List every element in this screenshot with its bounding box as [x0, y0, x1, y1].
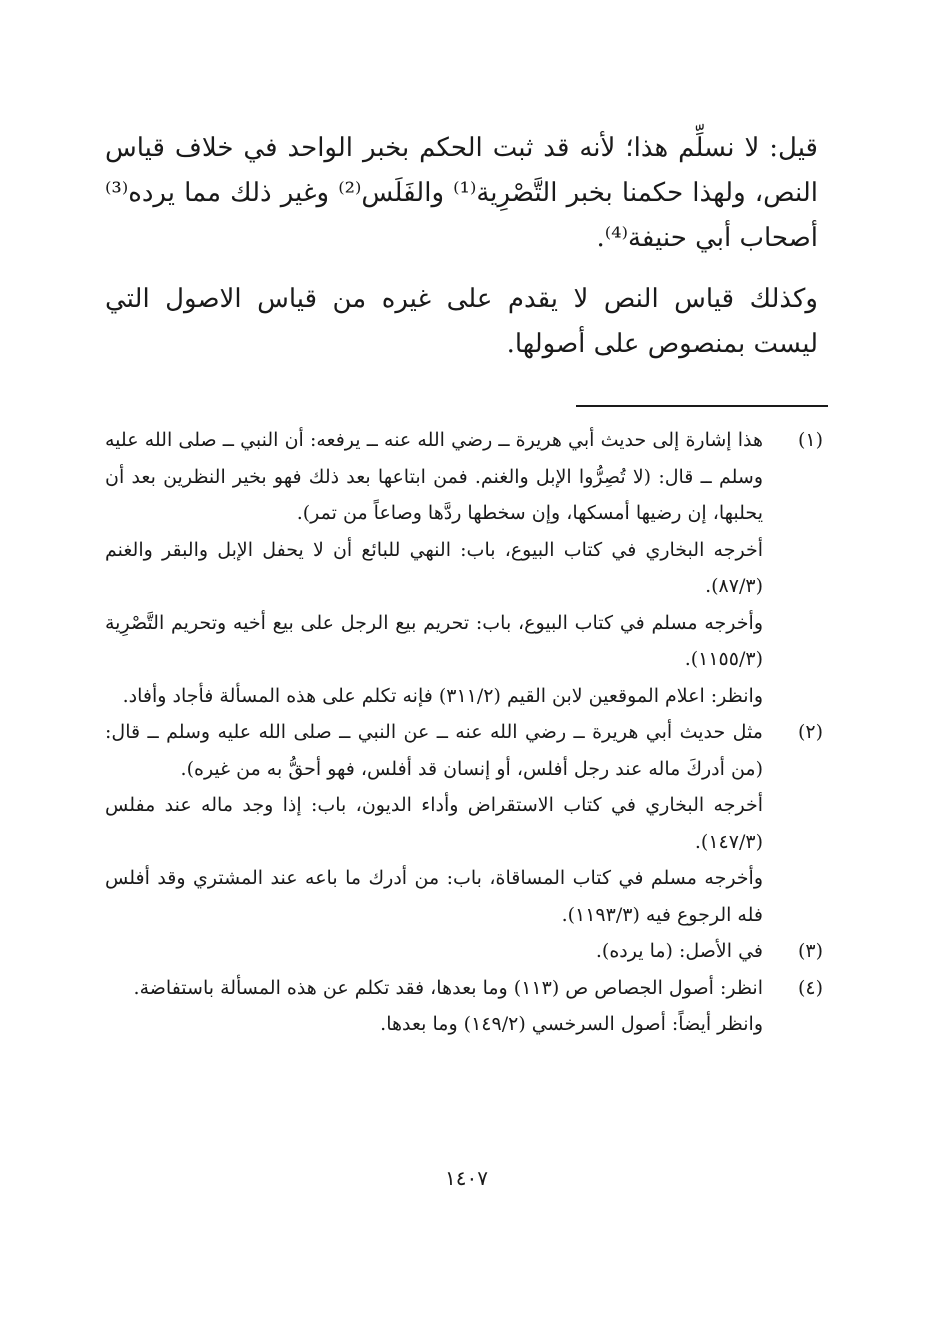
footnote-2	[105, 714, 823, 933]
main-text	[105, 126, 818, 383]
footnote-paragraph: في الأصل: (ما يرده).	[595, 940, 763, 962]
footnote-number: (٣)	[797, 940, 823, 962]
footnote-paragraph: أخرجه البخاري في كتاب البيوع، باب: النهي للبائع أن لا يحفل الإبل والبقر والغنم (٨٧/٣).	[105, 538, 763, 597]
footnote-paragraph: وأخرجه مسلم في كتاب البيوع، باب: تحريم بيع الرجل على بيع أخيه وتحريم التَّصْرِية (١١٥٥/٣).	[105, 611, 763, 670]
footnotes	[105, 422, 823, 1043]
footnote-paragraph: وانظر: اعلام الموقعين لابن القيم (٣١١/٢) فإنه تكلم على هذه المسألة فأجاد وأفاد.	[122, 684, 763, 707]
footnote-1	[105, 422, 823, 714]
main-paragraph: وكذلك قياس النص لا يقدم على غيره من قياس الاصول التي ليست بمنصوص على أصولها.	[105, 284, 818, 359]
footnote-paragraph: أخرجه البخاري في كتاب الاستقراض وأداء الديون، باب: إذا وجد ماله عند مفلس (١٤٧/٣).	[105, 794, 763, 853]
footnote-paragraph: انظر: أصول الجصاص ص (١١٣) وما بعدها، فقد تكلم عن هذه المسألة باستفاضة.	[133, 976, 763, 999]
footnote-separator	[576, 405, 828, 407]
footnote-paragraph: وانظر أيضاً: أصول السرخسي (١٤٩/٢) وما بعدها.	[380, 1013, 763, 1035]
footnote-4	[105, 970, 823, 1043]
footnote-paragraph: مثل حديث أبي هريرة ــ رضي الله عنه ــ عن النبي ــ صلى الله عليه وسلم ــ قال: (من أدركَ ماله عند رجل أفلس، أو إنسان قد أفلس، فهو أحقُّ به من غيره).	[105, 721, 763, 780]
page-number: ١٤٠٧	[445, 1166, 488, 1190]
footnote-number: (٢)	[797, 721, 823, 743]
footnote-3	[105, 933, 823, 970]
footnote-number: (١)	[797, 429, 823, 451]
footnote-paragraph: وأخرجه مسلم في كتاب المساقاة، باب: من أدرك ما باعه عند المشتري وقد أفلس فله الرجوع فيه (١١٩٣/٣).	[105, 867, 763, 926]
footnote-paragraph: هذا إشارة إلى حديث أبي هريرة ــ رضي الله عنه ــ يرفعه: أن النبي ــ صلى الله عليه وسلم ــ قال: (لا تُصِرُّوا الإبل والغنم. فمن ابتاعها بعد ذلك فهو بخير النظرين بعد أن يحلبها، إن رضيها أمسكها، وإن سخطها ردَّها وصاعاً من تمر).	[105, 429, 763, 524]
footnote-number: (٤)	[797, 976, 823, 999]
main-paragraph: قيل: لا نسلِّم هذا؛ لأنه قد ثبت الحكم بخبر الواحد في خلاف قياس النص، ولهذا حكمنا بخبر التَّصْرِية⁽¹⁾ والفَلَس⁽²⁾ وغير ذلك مما يرده⁽³⁾ أصحاب أبي حنيفة⁽⁴⁾.	[105, 133, 818, 253]
